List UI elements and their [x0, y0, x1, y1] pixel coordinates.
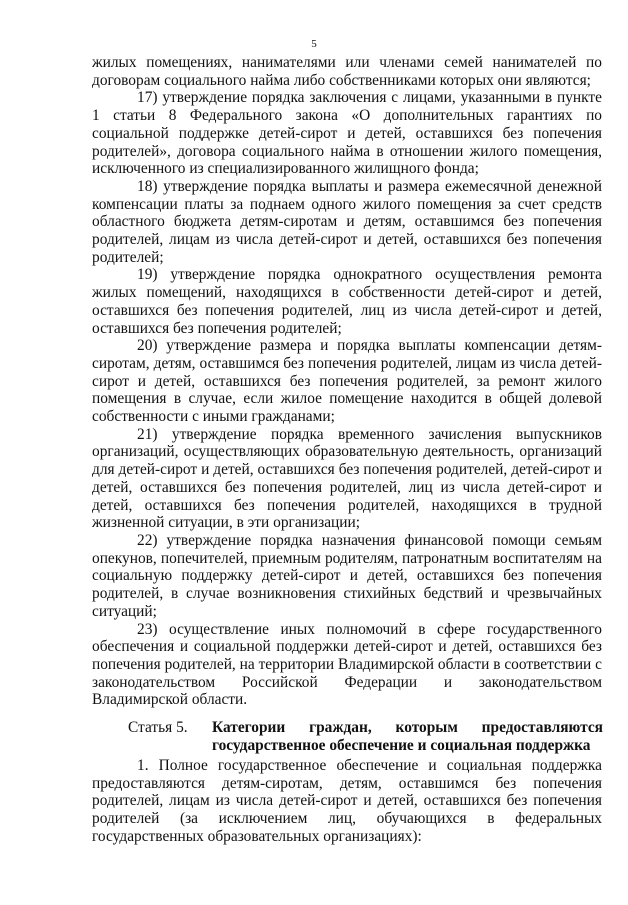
paragraph-item-19: 19) утверждение порядка однократного осуществления ремонта жилых помещений, находящихся в собственности детей-сирот и детей, оставшихся без попечения родителей, лиц из числа детей-сирот и детей, оставшихся без попечения родителей; [92, 266, 602, 337]
article-label: Статья 5. [128, 719, 188, 736]
page-number: 5 [311, 38, 317, 50]
paragraph-item-23: 23) осуществление иных полномочий в сфере государственного обеспечения и социальной поддержки детей-сирот и детей, оставшихся без попечения родителей, на территории Владимирской области в соответствии с законодательством Российской Федерации и законодательством Владимирской области. [92, 620, 602, 709]
paragraph-point-1: 1. Полное государственное обеспечение и социальная поддержка предоставляются детям-сиротам, детям, оставшимся без попечения родителей, лицам из числа детей-сирот и детей, оставшихся без попечения родителей (за исключением лиц, обучающихся в федеральных государственных образовательных организациях): [92, 757, 602, 845]
document-body [92, 54, 602, 709]
paragraph-item-21: 21) утверждение порядка временного зачисления выпускников организаций, осуществляющих образовательную деятельность, организаций для детей-сирот и детей, оставшихся без попечения родителей, детей-сирот и детей, оставшихся без попечения родителей, лиц из числа детей-сирот и детей, оставшихся без попечения родителей, находящихся в трудной жизненной ситуации, в эти организации; [92, 425, 602, 532]
paragraph-item-18: 18) утверждение порядка выплаты и размера ежемесячной денежной компенсации платы за поднаем одного жилого помещения за счет средств областного бюджета детям-сиротам и детям, оставшимся без попечения родителей, лицам из числа детей-сирот и детей, оставшихся без попечения родителей; [92, 177, 602, 266]
article-heading [128, 719, 603, 754]
article-body [92, 757, 602, 846]
article-title: Категории граждан, которым предоставляются государственное обеспечение и социальная поддержка [212, 719, 603, 754]
paragraph-item-22: 22) утверждение порядка назначения финансовой помощи семьям опекунов, попечителей, приемным родителям, патронатным воспитателям на социальную поддержку детей-сирот и детей, оставшихся без попечения родителей, в случае возникновения стихийных бедствий и чрезвычайных ситуаций; [92, 531, 602, 620]
paragraph-item-17: 17) утверждение порядка заключения с лицами, указанными в пункте 1 статьи 8 Федерального закона «О дополнительных гарантиях по социальной поддержке детей-сирот и детей, оставшихся без попечения родителей», договора социального найма в отношении жилого помещения, исключенного из специализированного жилищного фонда; [92, 89, 602, 178]
paragraph-continuation: жилых помещениях, нанимателями или членами семей нанимателей по договорам социального найма либо собственниками которых они являются; [92, 54, 602, 89]
paragraph-item-20: 20) утверждение размера и порядка выплаты компенсации детям-сиротам, детям, оставшимся без попечения родителей, лицам из числа детей-сирот и детей, оставшихся без попечения родителей, за ремонт жилого помещения в случае, если жилое помещение находится в общей долевой собственности с иными гражданами; [92, 337, 602, 426]
